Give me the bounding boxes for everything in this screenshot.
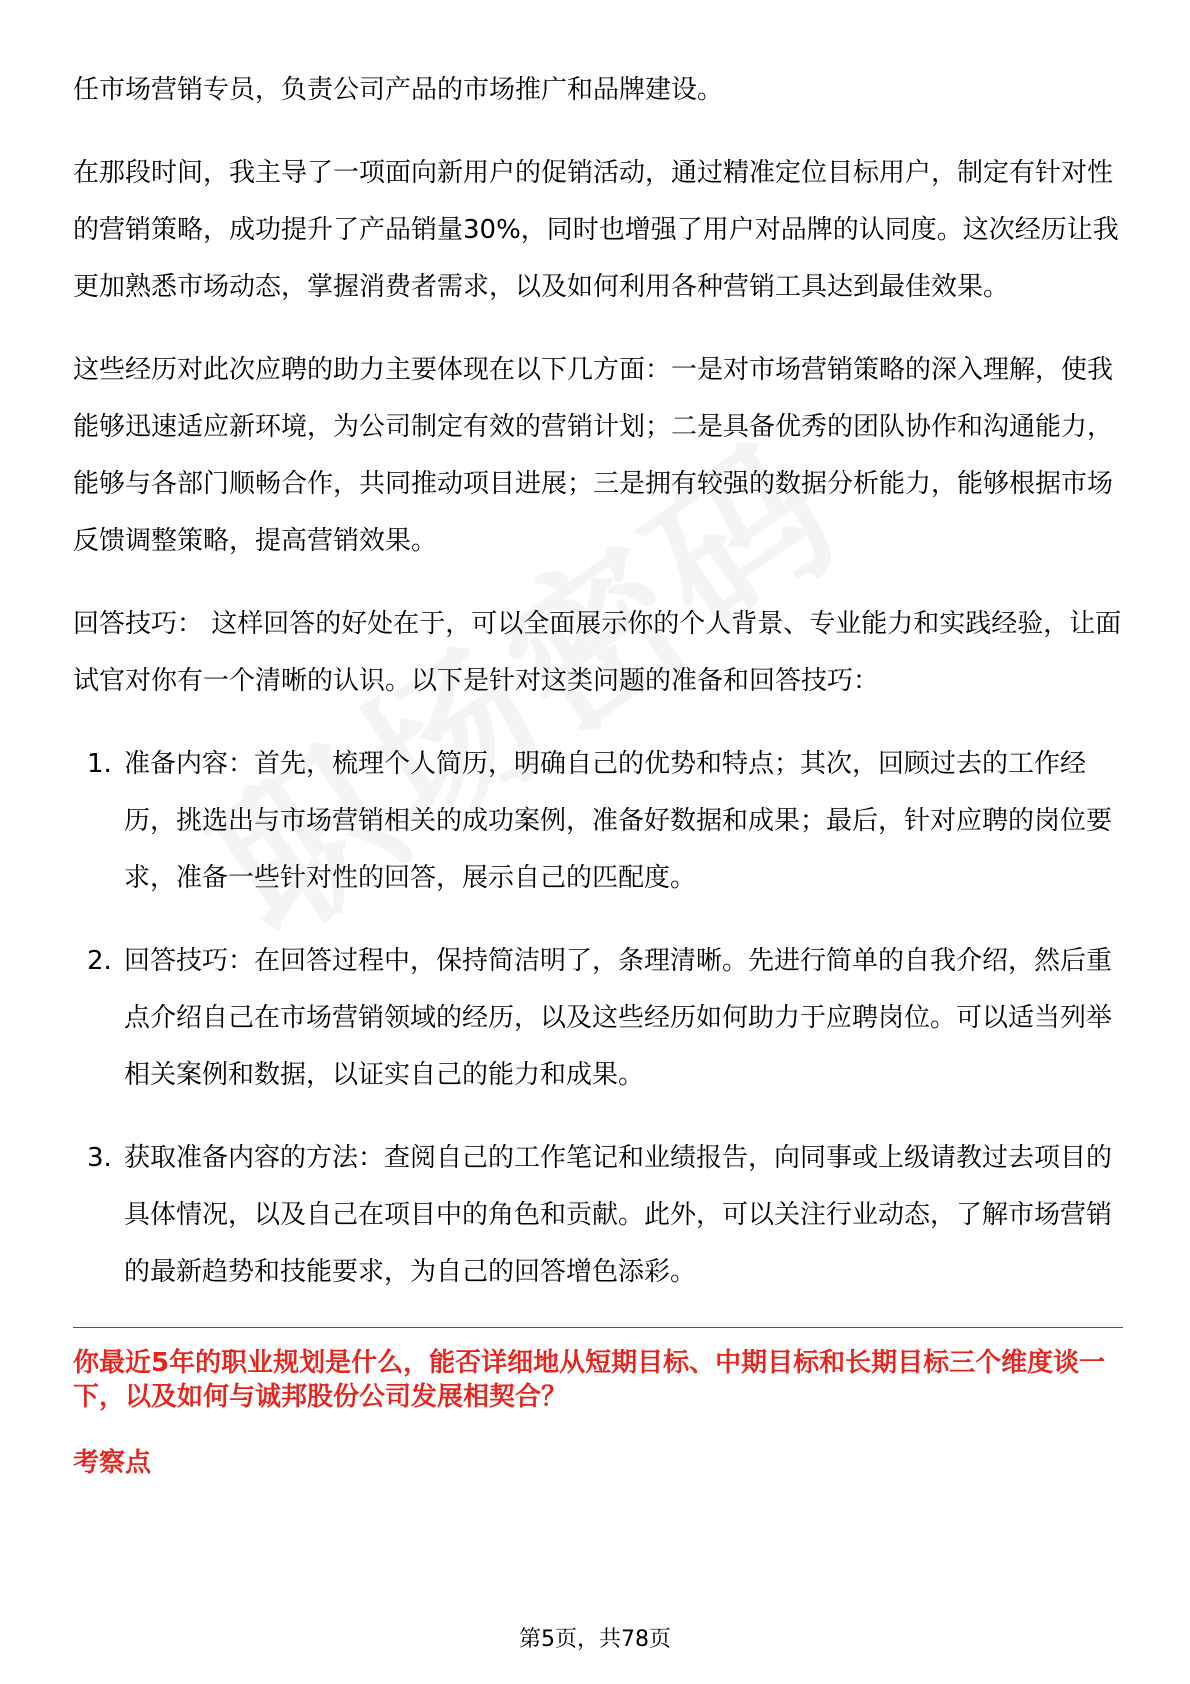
page-footer: 第5页，共78页 xyxy=(519,1627,671,1652)
list-item-text: 获取准备内容的方法：查阅自己的工作笔记和业绩报告，向同事或上级请教过去项目的具体情况，以及自己在项目中的角色和贡献。此外，可以关注行业动态，了解市场营销的最新趋势和技能要求，为自己的回答增色添彩。 xyxy=(124,1143,1113,1287)
paragraph: 这些经历对此次应聘的助力主要体现在以下几方面：一是对市场营销策略的深入理解，使我能够迅速适应新环境，为公司制定有效的营销计划；二是具备优秀的团队协作和沟通能力，能够与各部门顺畅合作，共同推动项目进展；三是拥有较强的数据分析能力，能够根据市场反馈调整策略，提高营销效果。 xyxy=(73,355,1114,556)
document-body xyxy=(73,62,1123,1480)
list-number: 2. xyxy=(87,946,112,976)
list-number: 3. xyxy=(87,1143,112,1173)
paragraph: 任市场营销专员，负责公司产品的市场推广和品牌建设。 xyxy=(73,75,724,105)
list-item-text: 准备内容：首先，梳理个人简历，明确自己的优势和特点；其次，回顾过去的工作经历，挑选出与市场营销相关的成功案例，准备好数据和成果；最后，针对应聘的岗位要求，准备一些针对性的回答，展示自己的匹配度。 xyxy=(124,749,1113,893)
question-heading: 你最近5年的职业规划是什么，能否详细地从短期目标、中期目标和长期目标三个维度谈一下，以及如何与诚邦股份公司发展相契合？ xyxy=(73,1348,1106,1412)
section-divider xyxy=(73,1327,1123,1328)
list-item xyxy=(73,933,1123,1104)
paragraph: 回答技巧： 这样回答的好处在于，可以全面展示你的个人背景、专业能力和实践经验，让面试官对你有一个清晰的认识。以下是针对这类问题的准备和回答技巧： xyxy=(73,609,1122,696)
paragraph: 在那段时间，我主导了一项面向新用户的促销活动，通过精准定位目标用户，制定有针对性的营销策略，成功提升了产品销量30%，同时也增强了用户对品牌的认同度。这次经历让我更加熟悉市场动态，掌握消费者需求，以及如何利用各种营销工具达到最佳效果。 xyxy=(73,158,1119,302)
section-heading: 考察点 xyxy=(73,1448,152,1478)
list-item xyxy=(73,736,1123,907)
tips-list xyxy=(73,736,1123,1301)
list-number: 1. xyxy=(87,749,112,779)
list-item xyxy=(73,1130,1123,1301)
list-item-text: 回答技巧：在回答过程中，保持简洁明了，条理清晰。先进行简单的自我介绍，然后重点介绍自己在市场营销领域的经历，以及这些经历如何助力于应聘岗位。可以适当列举相关案例和数据，以证实自己的能力和成果。 xyxy=(124,946,1113,1090)
